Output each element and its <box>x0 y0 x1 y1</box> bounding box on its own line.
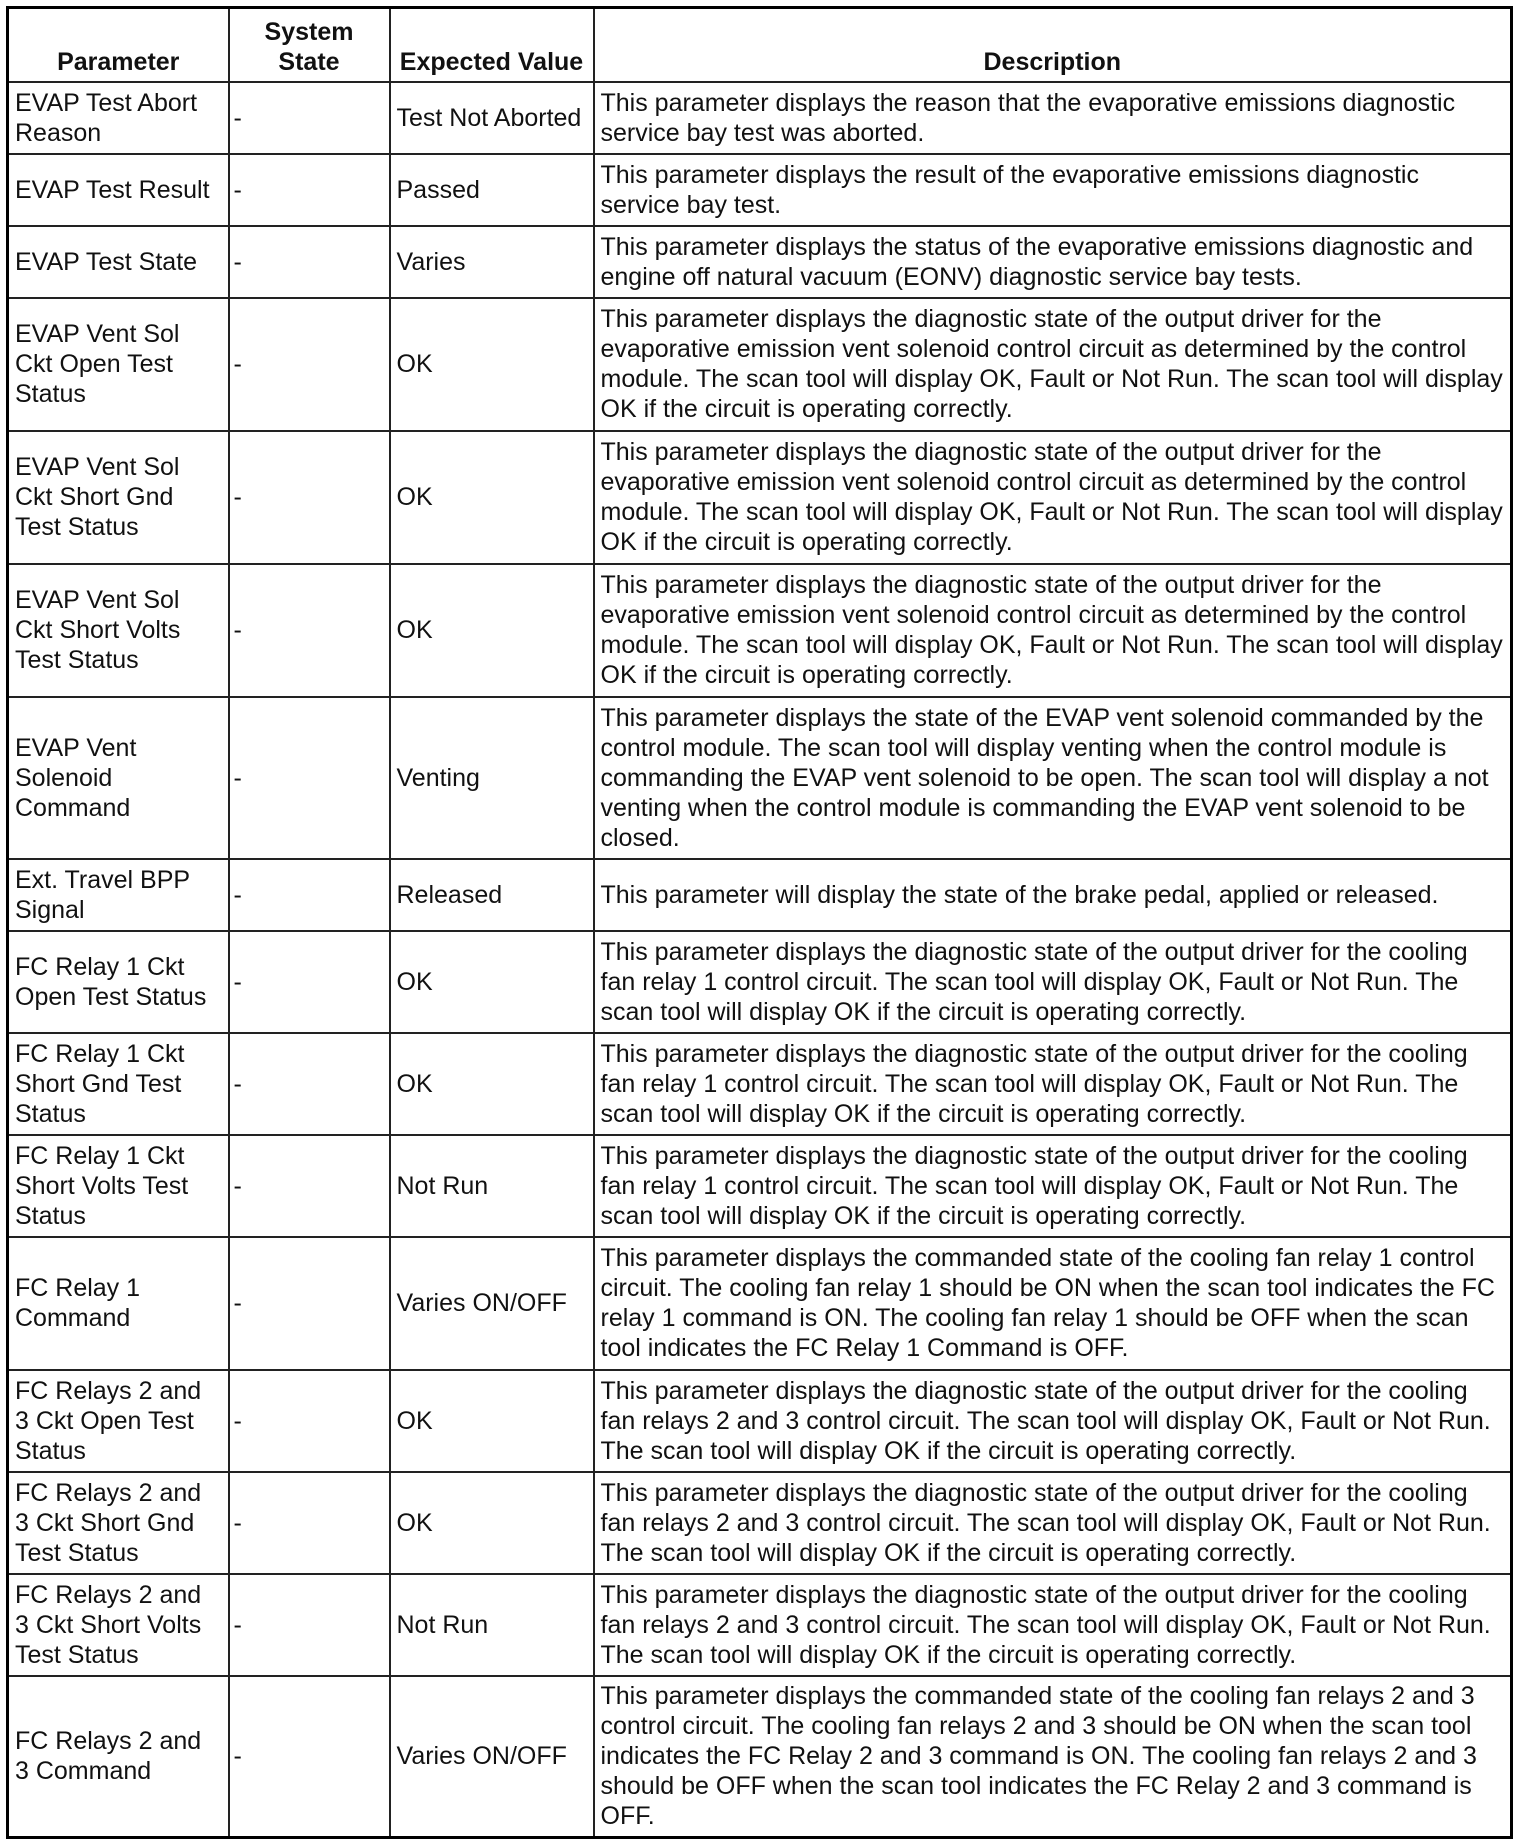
system-state-cell: - <box>229 931 390 1033</box>
description-cell: This parameter displays the diagnostic state of the output driver for the cooling fan relay 1 control circuit. The scan tool will display OK, Fault or Not Run. The scan tool will display OK if the circuit is operating correctly. <box>594 1033 1512 1135</box>
table-row <box>8 859 1512 931</box>
description-cell: This parameter displays the diagnostic state of the output driver for the evaporative emission vent solenoid control circuit as determined by the control module. The scan tool will display OK, Fault or Not Run. The scan tool will display OK if the circuit is operating correctly. <box>594 431 1512 564</box>
expected-value-cell: Released <box>390 859 594 931</box>
description-cell: This parameter displays the diagnostic state of the output driver for the cooling fan relay 1 control circuit. The scan tool will display OK, Fault or Not Run. The scan tool will display OK if the circuit is operating correctly. <box>594 931 1512 1033</box>
table-row <box>8 1370 1512 1472</box>
parameter-cell: EVAP Vent Sol Ckt Short Volts Test Status <box>8 564 229 697</box>
table-row <box>8 226 1512 298</box>
parameter-table-sheet <box>6 6 1510 1836</box>
table-row <box>8 431 1512 564</box>
parameter-cell: FC Relays 2 and 3 Ckt Open Test Status <box>8 1370 229 1472</box>
table-row <box>8 931 1512 1033</box>
parameter-cell: EVAP Test Abort Reason <box>8 82 229 154</box>
description-cell: This parameter will display the state of the brake pedal, applied or released. <box>594 859 1512 931</box>
parameter-cell: FC Relay 1 Ckt Short Gnd Test Status <box>8 1033 229 1135</box>
table-row <box>8 564 1512 697</box>
parameter-cell: FC Relays 2 and 3 Ckt Short Volts Test Status <box>8 1574 229 1676</box>
expected-value-cell: Not Run <box>390 1135 594 1237</box>
description-cell: This parameter displays the diagnostic state of the output driver for the evaporative emission vent solenoid control circuit as determined by the control module. The scan tool will display OK, Fault or Not Run. The scan tool will display OK if the circuit is operating correctly. <box>594 298 1512 431</box>
system-state-cell: - <box>229 859 390 931</box>
table-row <box>8 1472 1512 1574</box>
table-row <box>8 1574 1512 1676</box>
parameter-cell: EVAP Test State <box>8 226 229 298</box>
table-row <box>8 1033 1512 1135</box>
header-expected-value: Expected Value <box>390 8 594 82</box>
parameter-cell: FC Relays 2 and 3 Ckt Short Gnd Test Status <box>8 1472 229 1574</box>
header-parameter: Parameter <box>8 8 229 82</box>
expected-value-cell: OK <box>390 431 594 564</box>
table-row <box>8 1676 1512 1838</box>
expected-value-cell: Varies ON/OFF <box>390 1237 594 1370</box>
description-cell: This parameter displays the state of the EVAP vent solenoid commanded by the control module. The scan tool will display venting when the control module is commanding the EVAP vent solenoid to be open. The scan tool will display a not venting when the control module is commanding the EVAP vent solenoid to be closed. <box>594 697 1512 859</box>
expected-value-cell: OK <box>390 1370 594 1472</box>
system-state-cell: - <box>229 154 390 226</box>
parameter-cell: Ext. Travel BPP Signal <box>8 859 229 931</box>
expected-value-cell: OK <box>390 298 594 431</box>
parameter-cell: EVAP Test Result <box>8 154 229 226</box>
system-state-cell: - <box>229 1676 390 1838</box>
description-cell: This parameter displays the commanded state of the cooling fan relay 1 control circuit. The cooling fan relay 1 should be ON when the scan tool indicates the FC relay 1 command is ON. The cooling fan relay 1 should be OFF when the scan tool indicates the FC Relay 1 Command is OFF. <box>594 1237 1512 1370</box>
expected-value-cell: Passed <box>390 154 594 226</box>
parameter-cell: EVAP Vent Solenoid Command <box>8 697 229 859</box>
expected-value-cell: OK <box>390 1472 594 1574</box>
expected-value-cell: OK <box>390 1033 594 1135</box>
parameter-cell: FC Relay 1 Ckt Short Volts Test Status <box>8 1135 229 1237</box>
table-row <box>8 1135 1512 1237</box>
expected-value-cell: Test Not Aborted <box>390 82 594 154</box>
system-state-cell: - <box>229 697 390 859</box>
system-state-cell: - <box>229 1370 390 1472</box>
description-cell: This parameter displays the status of the evaporative emissions diagnostic and engine off natural vacuum (EONV) diagnostic service bay tests. <box>594 226 1512 298</box>
header-row <box>8 8 1512 82</box>
description-cell: This parameter displays the commanded state of the cooling fan relays 2 and 3 control circuit. The cooling fan relays 2 and 3 should be ON when the scan tool indicates the FC Relay 2 and 3 command is ON. The cooling fan relays 2 and 3 should be OFF when the scan tool indicates the FC Relay 2 and 3 command is OFF. <box>594 1676 1512 1838</box>
table-row <box>8 82 1512 154</box>
system-state-cell: - <box>229 1237 390 1370</box>
system-state-cell: - <box>229 1472 390 1574</box>
table-row <box>8 154 1512 226</box>
parameter-cell: FC Relay 1 Ckt Open Test Status <box>8 931 229 1033</box>
parameter-cell: FC Relays 2 and 3 Command <box>8 1676 229 1838</box>
system-state-cell: - <box>229 1135 390 1237</box>
description-cell: This parameter displays the diagnostic state of the output driver for the evaporative emission vent solenoid control circuit as determined by the control module. The scan tool will display OK, Fault or Not Run. The scan tool will display OK if the circuit is operating correctly. <box>594 564 1512 697</box>
expected-value-cell: Venting <box>390 697 594 859</box>
system-state-cell: - <box>229 226 390 298</box>
table-row <box>8 697 1512 859</box>
system-state-cell: - <box>229 431 390 564</box>
description-cell: This parameter displays the diagnostic state of the output driver for the cooling fan relays 2 and 3 control circuit. The scan tool will display OK, Fault or Not Run. The scan tool will display OK if the circuit is operating correctly. <box>594 1472 1512 1574</box>
description-cell: This parameter displays the diagnostic state of the output driver for the cooling fan relay 1 control circuit. The scan tool will display OK, Fault or Not Run. The scan tool will display OK if the circuit is operating correctly. <box>594 1135 1512 1237</box>
expected-value-cell: Varies <box>390 226 594 298</box>
expected-value-cell: OK <box>390 564 594 697</box>
expected-value-cell: Varies ON/OFF <box>390 1676 594 1838</box>
parameter-cell: FC Relay 1 Command <box>8 1237 229 1370</box>
description-cell: This parameter displays the diagnostic state of the output driver for the cooling fan relays 2 and 3 control circuit. The scan tool will display OK, Fault or Not Run. The scan tool will display OK if the circuit is operating correctly. <box>594 1574 1512 1676</box>
parameter-cell: EVAP Vent Sol Ckt Open Test Status <box>8 298 229 431</box>
system-state-cell: - <box>229 1574 390 1676</box>
header-system-state: System State <box>229 8 390 82</box>
system-state-cell: - <box>229 82 390 154</box>
system-state-cell: - <box>229 1033 390 1135</box>
parameter-cell: EVAP Vent Sol Ckt Short Gnd Test Status <box>8 431 229 564</box>
description-cell: This parameter displays the reason that the evaporative emissions diagnostic service bay test was aborted. <box>594 82 1512 154</box>
description-cell: This parameter displays the result of the evaporative emissions diagnostic service bay test. <box>594 154 1512 226</box>
parameter-table <box>6 6 1513 1839</box>
expected-value-cell: Not Run <box>390 1574 594 1676</box>
expected-value-cell: OK <box>390 931 594 1033</box>
description-cell: This parameter displays the diagnostic state of the output driver for the cooling fan relays 2 and 3 control circuit. The scan tool will display OK, Fault or Not Run. The scan tool will display OK if the circuit is operating correctly. <box>594 1370 1512 1472</box>
system-state-cell: - <box>229 298 390 431</box>
system-state-cell: - <box>229 564 390 697</box>
table-row <box>8 1237 1512 1370</box>
table-row <box>8 298 1512 431</box>
header-description: Description <box>594 8 1512 82</box>
